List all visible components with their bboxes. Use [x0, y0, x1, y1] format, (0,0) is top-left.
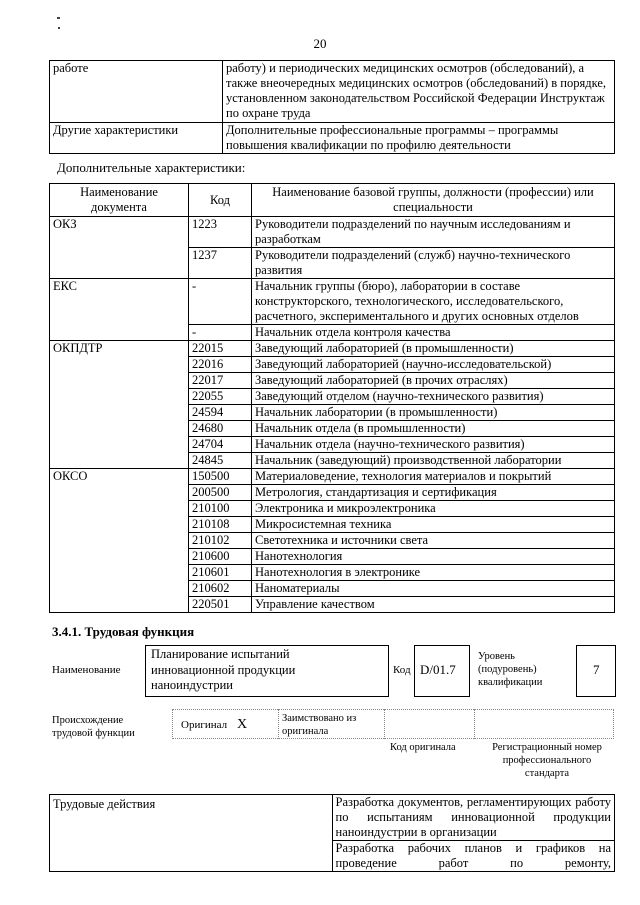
table-row: [50, 279, 615, 325]
row-code: -: [189, 279, 252, 325]
document-name: ЕКС: [50, 279, 189, 341]
function-name: Планирование испытаний инновационной продукции наноиндустрии: [151, 647, 296, 692]
table-header-row: [50, 184, 615, 217]
code-value: D/01.7: [420, 662, 456, 677]
table-row: [50, 123, 615, 154]
row-title: Электроника и микроэлектроника: [252, 501, 615, 517]
row-label: Другие характеристики: [50, 123, 223, 154]
row-code: 24680: [189, 421, 252, 437]
header-document: Наименование документа: [50, 184, 189, 217]
section-title: 3.4.1. Трудовая функция: [52, 624, 195, 639]
page-number: 20: [313, 36, 327, 51]
row-title: Микросистемная техника: [252, 517, 615, 533]
borrowed-label: Заимствовано из оригинала: [282, 713, 357, 737]
row-code: 210602: [189, 581, 252, 597]
row-title: Нанотехнология: [252, 549, 615, 565]
row-code: 22015: [189, 341, 252, 357]
original-separator: [384, 709, 385, 739]
row-title: Руководители подразделений по научным исследованиям и разработкам: [252, 217, 615, 248]
document-name: ОКПДТР: [50, 341, 189, 469]
row-code: 200500: [189, 485, 252, 501]
row-code: 1223: [189, 217, 252, 248]
level-value: 7: [593, 662, 600, 677]
top-table: [49, 60, 615, 154]
row-code: 1237: [189, 248, 252, 279]
row-code: 22017: [189, 373, 252, 389]
row-code: 150500: [189, 469, 252, 485]
row-code: 220501: [189, 597, 252, 613]
extra-characteristics-title: Дополнительные характеристики:: [57, 160, 246, 175]
row-text: Дополнительные профессиональные программы – программы повышения квалификации по профилю деятельности: [223, 123, 615, 154]
table-row: [50, 61, 615, 123]
row-title: Руководители подразделений (служб) научно-технического развития: [252, 248, 615, 279]
action-item: Разработка рабочих планов и графиков на проведение работ по ремонту,: [332, 841, 615, 872]
original-code-label: Код оригинала: [390, 742, 456, 753]
row-title: Начальник лаборатории (в промышленности): [252, 405, 615, 421]
row-title: Начальник отдела контроля качества: [252, 325, 615, 341]
table-row: [50, 469, 615, 485]
level-label: Уровень (подуровень) квалификации: [478, 651, 543, 688]
row-title: Заведующий лабораторией (в прочих отраслях): [252, 373, 615, 389]
action-item: Разработка документов, регламентирующих работу по испытаниям инновационной продукции наноиндустрии в организации: [332, 795, 615, 841]
row-code: 210600: [189, 549, 252, 565]
registration-number-label: Регистрационный номер профессионального стандарта: [492, 742, 602, 779]
labor-actions-table: [49, 794, 615, 872]
document-name: ОКЗ: [50, 217, 189, 279]
header-name: Наименование базовой группы, должности (профессии) или специальности: [252, 184, 615, 217]
row-title: Заведующий лабораторией (научно-исследовательской): [252, 357, 615, 373]
row-code: 24845: [189, 453, 252, 469]
row-code: 210601: [189, 565, 252, 581]
row-code: 210102: [189, 533, 252, 549]
row-code: 24704: [189, 437, 252, 453]
row-code: 210108: [189, 517, 252, 533]
row-text: работу) и периодических медицинских осмотров (обследований), а также внеочередных медицинских осмотров (обследований) в порядке, установленном законодательством Российской Федерации Инструктаж по охране труда: [223, 61, 615, 123]
name-label: Наименование: [52, 664, 121, 676]
row-title: Наноматериалы: [252, 581, 615, 597]
row-title: Заведующий лабораторией (в промышленности): [252, 341, 615, 357]
table-row: [50, 217, 615, 248]
original-checkmark: X: [237, 717, 248, 732]
row-label: работе: [50, 61, 223, 123]
row-code: -: [189, 325, 252, 341]
row-title: Начальник группы (бюро), лаборатории в составе конструкторского, технологического, исследовательского, расчетного, экспериментального и других основных отделов: [252, 279, 615, 325]
table-row: [50, 341, 615, 357]
original-separator: [278, 709, 279, 739]
scan-mark: [57, 17, 60, 19]
row-title: Начальник отдела (научно-технического развития): [252, 437, 615, 453]
row-code: 22016: [189, 357, 252, 373]
scan-mark: [58, 27, 60, 29]
row-code: 210100: [189, 501, 252, 517]
original-label: Оригинал: [181, 719, 228, 731]
row-title: Светотехника и источники света: [252, 533, 615, 549]
original-separator: [474, 709, 475, 739]
document-name: ОКСО: [50, 469, 189, 613]
row-title: Метрология, стандартизация и сертификация: [252, 485, 615, 501]
origin-label: Происхождение трудовой функции: [52, 715, 135, 739]
row-title: Начальник (заведующий) производственной лаборатории: [252, 453, 615, 469]
code-label: Код: [393, 664, 411, 676]
table-row: [50, 795, 615, 841]
row-code: 22055: [189, 389, 252, 405]
row-title: Материаловедение, технология материалов и покрытий: [252, 469, 615, 485]
row-code: 24594: [189, 405, 252, 421]
actions-label: Трудовые действия: [50, 795, 333, 872]
row-title: Начальник отдела (в промышленности): [252, 421, 615, 437]
row-title: Заведующий отделом (научно-технического развития): [252, 389, 615, 405]
row-title: Нанотехнология в электронике: [252, 565, 615, 581]
row-title: Управление качеством: [252, 597, 615, 613]
header-code: Код: [189, 184, 252, 217]
extra-characteristics-table: [49, 183, 615, 613]
